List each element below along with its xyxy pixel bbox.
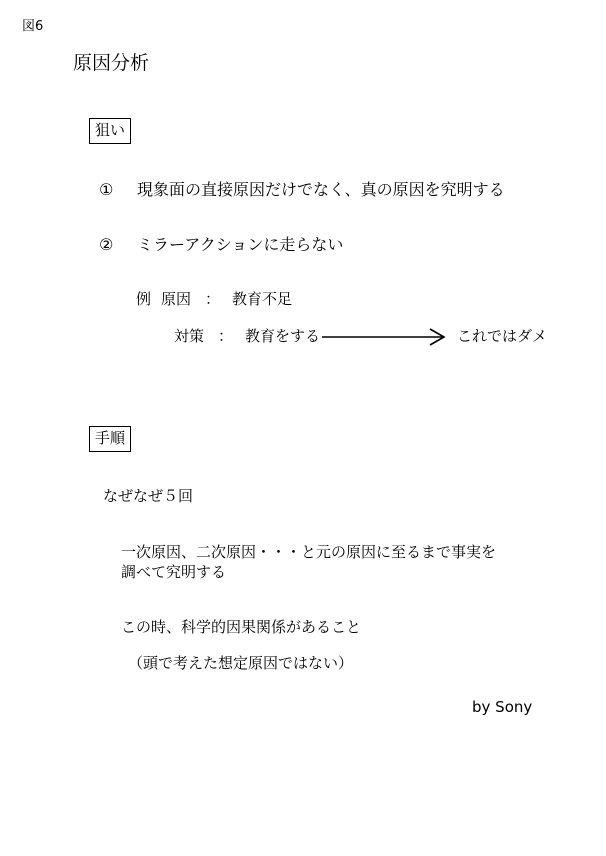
example-cause-row	[136, 292, 292, 307]
aim-item-2	[99, 237, 343, 253]
procedure-line-3: （頭で考えた想定原因ではない）	[128, 654, 354, 672]
colon: ：	[205, 290, 221, 308]
page-title: 原因分析	[73, 52, 150, 74]
procedure-method: なぜなぜ５回	[103, 487, 194, 505]
aim-item-text: ミラーアクションに走らない	[137, 235, 344, 254]
procedure-line-1: 一次原因、二次原因・・・と元の原因に至るまで事実を	[121, 543, 497, 561]
aim-item-1	[99, 182, 505, 198]
cause-label: 原因	[161, 290, 192, 308]
colon: ：	[218, 327, 234, 345]
cause-value: 教育不足	[232, 290, 293, 308]
example-measure-row	[174, 329, 320, 344]
measure-label: 対策	[174, 327, 205, 345]
procedure-line-1-cont: 調べて究明する	[121, 563, 227, 581]
arrow-right-icon	[320, 328, 448, 346]
procedure-line-2: この時、科学的因果関係があること	[121, 618, 362, 636]
aim-item-number: ②	[99, 235, 114, 254]
aim-item-text: 現象面の直接原因だけでなく、真の原因を究明する	[137, 180, 505, 199]
measure-value: 教育をする	[245, 327, 321, 345]
example-label: 例	[136, 290, 152, 308]
section-heading-aim: 狙い	[89, 118, 131, 144]
section-heading-procedure: 手順	[89, 426, 131, 452]
credit-text: by Sony	[472, 698, 533, 716]
aim-item-number: ①	[99, 180, 114, 199]
figure-label: 図6	[22, 19, 44, 34]
verdict-text: これではダメ	[457, 327, 548, 345]
